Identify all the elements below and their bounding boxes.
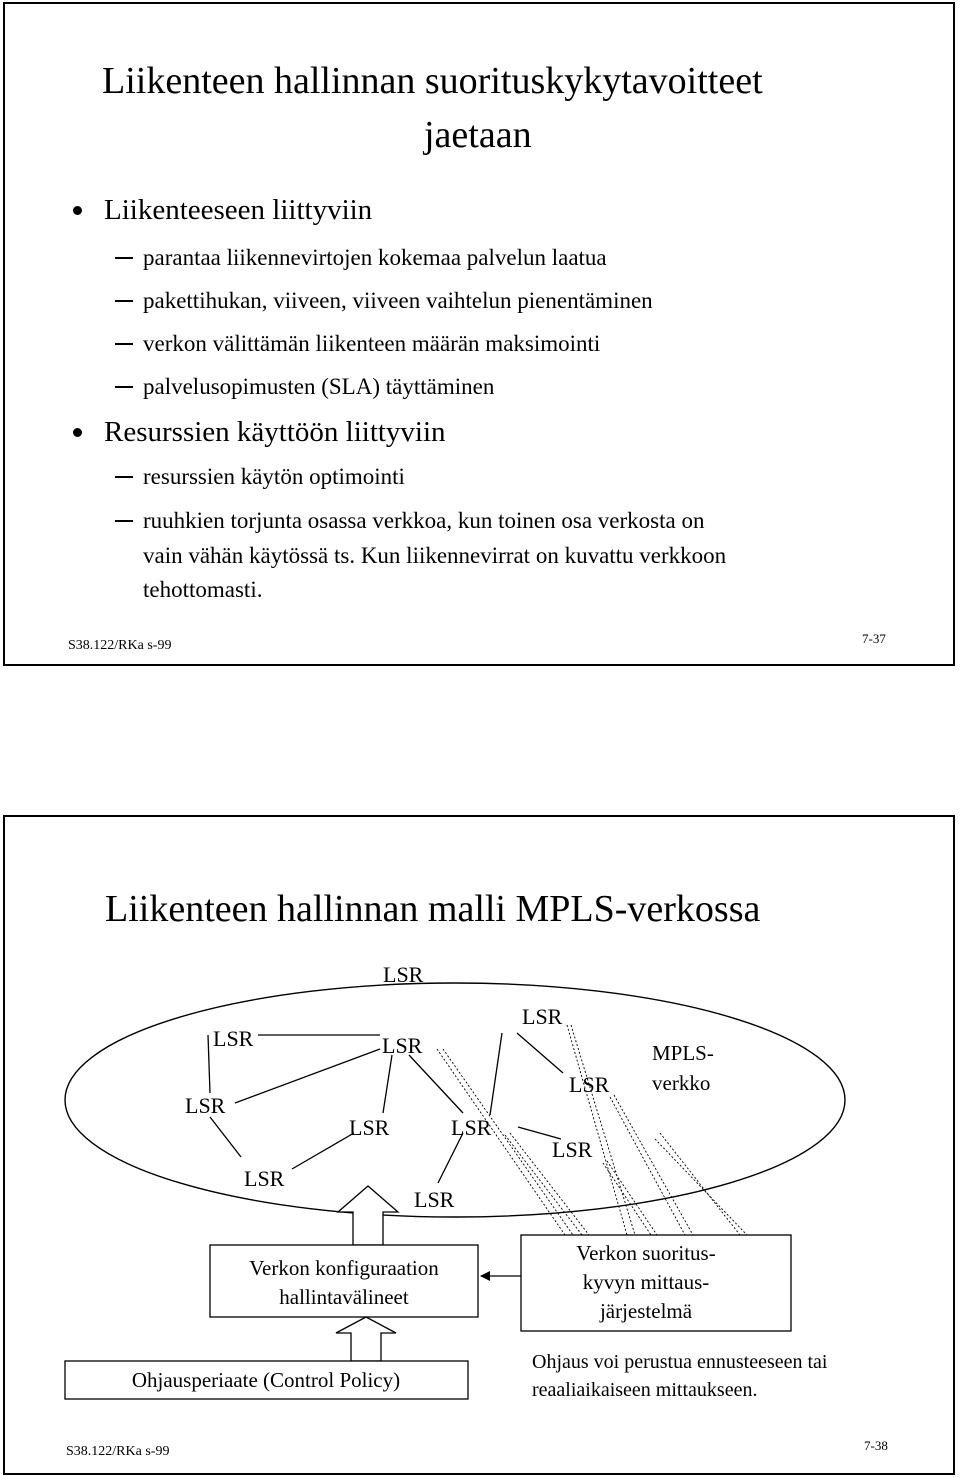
lsr-node: LSR [185, 1093, 226, 1118]
sub-item: verkon välittämän liikenteen määrän maksimointi [143, 331, 601, 356]
control-policy-label: Ohjausperiaate (Control Policy) [131, 1368, 401, 1392]
sub-item: ruuhkien torjunta osassa verkkoa, kun toinen osa verkosta on [143, 508, 705, 533]
dash-icon [115, 300, 133, 302]
dash-icon [115, 343, 133, 345]
measurement-box-line1: Verkon suoritus- [576, 1241, 716, 1265]
dash-icon [115, 257, 133, 259]
lsr-node: LSR [414, 1187, 455, 1212]
lsr-node: LSR [522, 1004, 563, 1029]
sub-item: pakettihukan, viiveen, viiveen vaihtelun pienentäminen [143, 288, 653, 313]
sub-item: parantaa liikennevirtojen kokemaa palvelun laatua [143, 245, 607, 270]
lsr-node: LSR [213, 1026, 254, 1051]
note-line1: Ohjaus voi perustua ennusteeseen tai [532, 1351, 828, 1373]
config-box-line2: hallintavälineet [279, 1285, 409, 1309]
lsr-node: LSR [383, 962, 424, 987]
sub-item: palvelusopimusten (SLA) täyttäminen [143, 374, 495, 399]
slide-title: Liikenteen hallinnan malli MPLS-verkossa [105, 888, 761, 930]
mpls-network-ellipse [65, 983, 845, 1217]
bullet-item: Resurssien käyttöön liittyviin [104, 416, 446, 448]
dash-icon [115, 476, 133, 478]
page-number: 7-37 [862, 631, 886, 646]
lsr-node: LSR [552, 1137, 593, 1162]
bullet-icon [73, 428, 82, 437]
slide-7-38 [3, 815, 955, 1475]
lsr-node: LSR [451, 1115, 492, 1140]
note-line2: reaaliaikaiseen mittaukseen. [532, 1379, 758, 1401]
slide-title-line1: Liikenteen hallinnan suorituskykytavoitteet [102, 60, 763, 102]
lsr-node: LSR [382, 1033, 423, 1058]
measurement-box-line2: kyvyn mittaus- [582, 1270, 710, 1294]
slide-footer: S38.122/RKa s-99 [66, 1444, 170, 1459]
page-number: 7-38 [864, 1438, 888, 1453]
slide-footer: S38.122/RKa s-99 [68, 638, 172, 653]
mpls-network-label-line1: MPLS- [652, 1041, 714, 1065]
dash-icon [115, 520, 133, 522]
policy-to-config-arrow [336, 1317, 396, 1361]
bullet-item: Liikenteeseen liittyviin [104, 194, 373, 226]
dash-icon [115, 386, 133, 388]
lsr-node: LSR [349, 1115, 390, 1140]
measurement-box-line3: järjestelmä [599, 1299, 693, 1323]
lsr-node: LSR [569, 1072, 610, 1097]
bullet-icon [73, 206, 82, 215]
sub-item-continuation: vain vähän käytössä ts. Kun liikennevirrat on kuvattu verkkoon [143, 543, 727, 568]
slide-7-37 [3, 2, 955, 666]
mpls-diagram [5, 817, 953, 1473]
sub-item: resurssien käytön optimointi [143, 464, 405, 489]
lsr-node: LSR [244, 1166, 285, 1191]
mpls-network-label-line2: verkko [652, 1071, 711, 1095]
sub-item-continuation: tehottomasti. [143, 577, 263, 602]
slide-title-line2: jaetaan [424, 114, 532, 156]
config-box-line1: Verkon konfiguraation [249, 1256, 439, 1280]
